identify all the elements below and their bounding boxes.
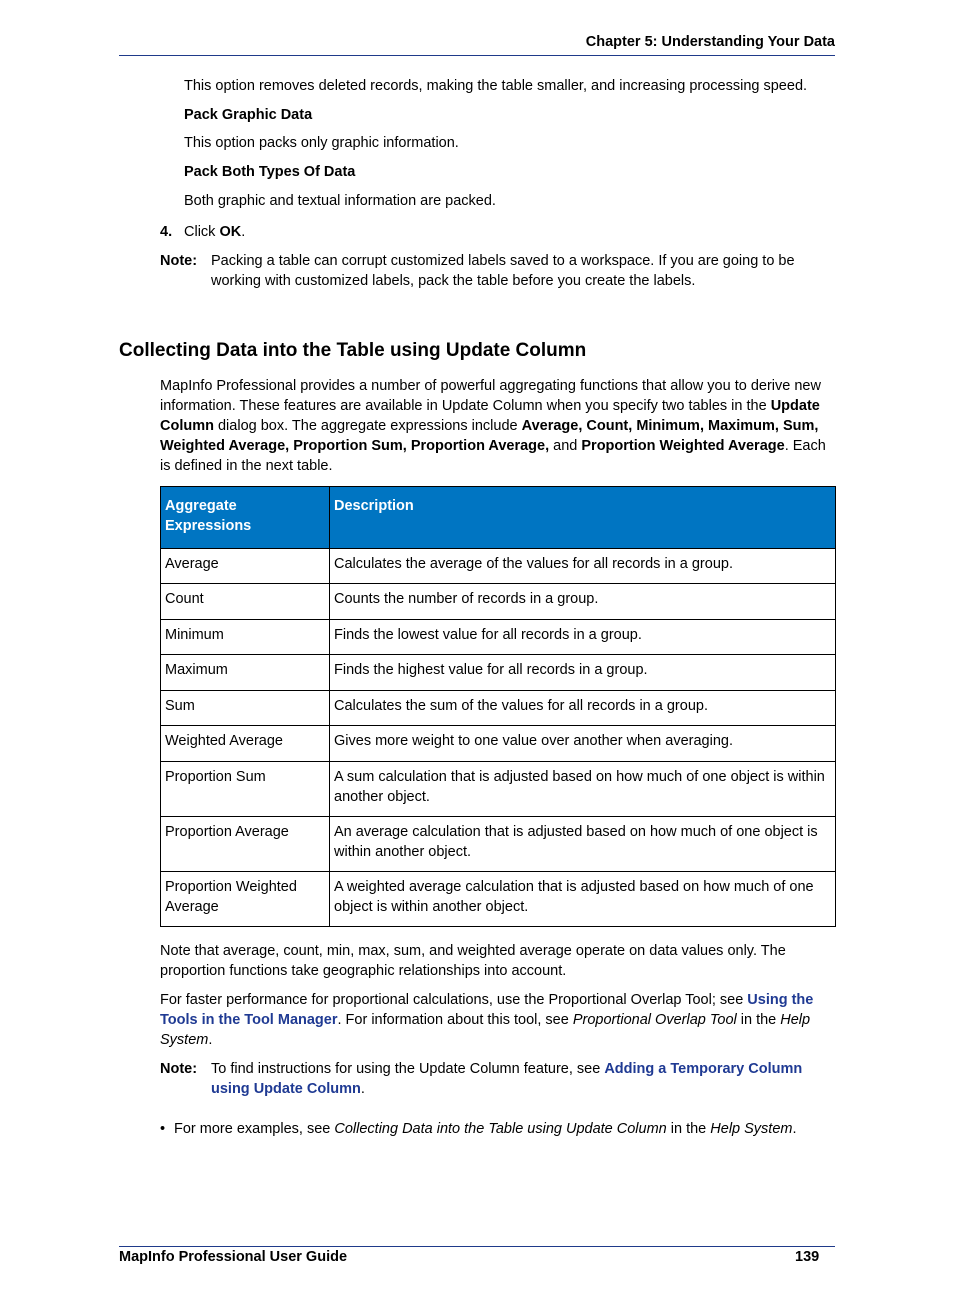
cell-expression: Sum (161, 691, 330, 726)
footer-title: MapInfo Professional User Guide (119, 1249, 348, 1265)
note-2-text: To find instructions for using the Update Column feature, see Adding a Temporary Column using Update Column. (211, 1061, 803, 1097)
footer-rule (119, 1246, 835, 1247)
cell-expression: Weighted Average (161, 726, 330, 762)
cell-description: Finds the lowest value for all records in a group. (330, 620, 836, 655)
cell-description: Gives more weight to one value over another when averaging. (330, 726, 836, 762)
cell-description: Finds the highest value for all records in a group. (330, 655, 836, 691)
cell-description: A weighted average calculation that is adjusted based on how much of one object is within another object. (330, 872, 836, 927)
step-number: 4. (160, 224, 173, 240)
cell-description: Counts the number of records in a group. (330, 584, 836, 620)
page-number: 139 (795, 1249, 820, 1265)
note-1-line-1: Packing a table can corrupt customized labels saved to a workspace. If you are going to be (211, 253, 795, 269)
running-header: Chapter 5: Understanding Your Data (585, 34, 835, 50)
link-using-the-tools[interactable]: Using the (747, 992, 814, 1008)
pack-both-text: Both graphic and textual information are packed. (184, 193, 496, 209)
pack-graphic-heading: Pack Graphic Data (184, 107, 313, 123)
bullet-mark: • (160, 1121, 166, 1137)
bullet-text: For more examples, see Collecting Data into the Table using Update Column in the Help System. (174, 1121, 797, 1137)
cell-description: A sum calculation that is adjusted based on how much of one object is within another object. (330, 762, 836, 817)
table-row (161, 620, 836, 655)
after-table-paragraph: Note that average, count, min, max, sum, and weighted average operate on data values only. The proportion functions take geographic relationships into account. (160, 943, 786, 979)
intro-paragraph: MapInfo Professional provides a number of powerful aggregating functions that allow you to derive new information. These features are available in Update Column when you specify two tables in the Update Column dialog box. The aggregate expressions include Average, Count, Minimum, Maximum, Sum, Weighted Average, Proportion Sum, Proportion Average, and Proportion Weighted Average. Each is defined in the next table. (160, 378, 826, 474)
step-4-text: Click OK. (184, 224, 246, 240)
table-row (161, 817, 836, 872)
pack-intro: This option removes deleted records, making the table smaller, and increasing processing speed. (184, 78, 808, 94)
cell-expression: Average (161, 549, 330, 584)
header-rule (119, 55, 835, 56)
link-adding-temporary-column[interactable]: Adding a Temporary Column (604, 1061, 803, 1077)
table-row (161, 584, 836, 620)
cell-expression: Count (161, 584, 330, 620)
pack-graphic-text: This option packs only graphic information. (184, 135, 459, 151)
cell-expression: Proportion Average (161, 817, 330, 872)
note-label: Note: (160, 1061, 198, 1077)
cell-description: An average calculation that is adjusted based on how much of one object is within another object. (330, 817, 836, 872)
note-1-line-2: working with customized labels, pack the table before you create the labels. (211, 273, 696, 289)
link-tools-in-tool-manager[interactable]: Tools in the Tool Manager (160, 1012, 338, 1028)
table-row (161, 691, 836, 726)
table-row (161, 549, 836, 584)
performance-paragraph: For faster performance for proportional calculations, use the Proportional Overlap Tool; see Using the Tools in the Tool Manager. For information about this tool, see Proportional Overlap Tool in the Help System. (160, 992, 814, 1048)
header-description: Description (330, 487, 836, 549)
note-label: Note: (160, 253, 198, 269)
aggregate-table (160, 486, 836, 927)
cell-expression: Maximum (161, 655, 330, 691)
section-title: Collecting Data into the Table using Update Column (119, 340, 587, 361)
table-row (161, 655, 836, 691)
cell-expression: Proportion Weighted Average (161, 872, 330, 927)
header-aggregate-expressions: Aggregate Expressions (161, 487, 330, 549)
table-row (161, 872, 836, 927)
cell-description: Calculates the sum of the values for all records in a group. (330, 691, 836, 726)
link-using-update-column[interactable]: using Update Column (211, 1081, 361, 1097)
cell-expression: Minimum (161, 620, 330, 655)
ok-label: OK (219, 224, 242, 240)
table-row (161, 762, 836, 817)
table-row (161, 726, 836, 762)
pack-both-heading: Pack Both Types Of Data (184, 164, 356, 180)
cell-description: Calculates the average of the values for all records in a group. (330, 549, 836, 584)
table-header-row (161, 487, 836, 549)
cell-expression: Proportion Sum (161, 762, 330, 817)
